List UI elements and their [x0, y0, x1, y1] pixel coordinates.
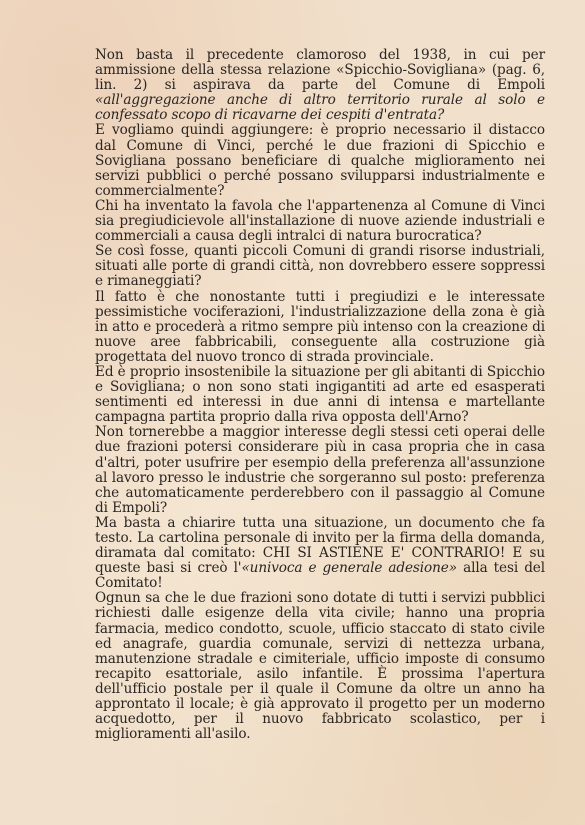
paragraph-8 [95, 516, 545, 591]
paragraph-5 [95, 290, 545, 365]
paragraph-7-text: Non tornerebbe a maggior interesse degli stessi ceti operai delle due frazioni potersi considerare più in casa propria che in casa d'altri, poter usufrire per esempio della preferenza all'assunzione al lavoro presso le industrie che sorgeranno sul posto: preferenza che automaticamente perderebbero con il passaggio al Comune di Empoli? [95, 424, 545, 516]
paragraph-6-text: Ed è proprio insostenibile la situazione per gli abitanti di Spicchio e Sovigliana; o non sono stati ingigantiti ad arte ed esasperati sentimenti ed interessi in due anni di intensa e martellante campagna partita proprio dalla riva opposta dell'Arno? [95, 363, 545, 426]
paragraph-4-text: Se così fosse, quanti piccoli Comuni di grandi risorse industriali, situati alle porte di grandi città, non dovrebbero essere soppressi e rimaneggiati? [95, 243, 545, 290]
paragraph-4 [95, 244, 545, 289]
paragraph-3-text: Chi ha inventato la favola che l'appartenenza al Comune di Vinci sia pregiudicievole all'installazione di nuove aziende industriali e commerciali a causa degli intralci di natura burocratica? [95, 197, 545, 245]
paragraph-2-text: E vogliamo quindi aggiungere: è proprio necessario il distacco dal Comune di Vinci, perché le due frazioni di Spicchio e Sovigliana possano beneficiare di qualche miglioramento nei servizi pubblici o perché possano svilupparsi industrialmente e commercialmente? [95, 122, 545, 199]
paragraph-9-text: Ognun sa che le due frazioni sono dotate di tutti i servizi pubblici richiesti dalle esigenze della vita civile; hanno una propria farmacia, medico condotto, scuole, ufficio staccato di stato civile ed anagrafe, guardia comunale, servizi di nettezza urbana, manutenzione stradale e cimiteriale, ufficio imposte di consumo recapito esattoriale, asilo infantile. È prossima l'apertura dell'ufficio postale per il quale il Comune da oltre un anno ha approntato il locale; è già approvato il progetto per un moderno acquedotto, per il nuovo fabbricato scolastico, per i miglioramenti all'asilo. [95, 590, 545, 743]
paragraph-8-italic: «univoca e generale adesione» [241, 560, 457, 577]
paragraph-3 [95, 199, 545, 244]
paragraph-5-text: Il fatto è che nonostante tutti i pregiudizi e le interessate pessimistiche vociferazioni, l'industrializzazione della zona è già in atto e procederà a ritmo sempre più intenso con la creazione di nuove aree fabbricabili, conseguente alla costruzione già progettata del nuovo tronco di strada provinciale. [95, 288, 545, 365]
paragraph-7 [95, 425, 545, 516]
paragraph-1 [95, 48, 545, 123]
document-page [95, 48, 545, 742]
paragraph-9 [95, 591, 545, 742]
paragraph-8-text-a: Ma basta a chiarire tutta una situazione, un documento che fa testo. La cartolina personale di invito per la firma della domanda, diramata dal comitato: CHI SI ASTIENE E' CONTRARIO! E su queste basi si creò l' [95, 514, 545, 577]
paragraph-8-text-b: alla tesi del Comitato! [95, 560, 545, 592]
paragraph-2 [95, 123, 545, 198]
paragraph-1-text: Non basta il precedente clamoroso del 1938, in cui per ammissione della stessa relazione «Spicchio-Sovigliana» (pag. 6, lin. 2) si aspirava da parte del Comune di Empoli [95, 47, 545, 94]
paragraph-6 [95, 365, 545, 425]
paragraph-1-italic: «all'aggregazione anche di altro territorio rurale al solo e confessato scopo di ricavarne dei cespiti d'entrata? [95, 92, 545, 124]
